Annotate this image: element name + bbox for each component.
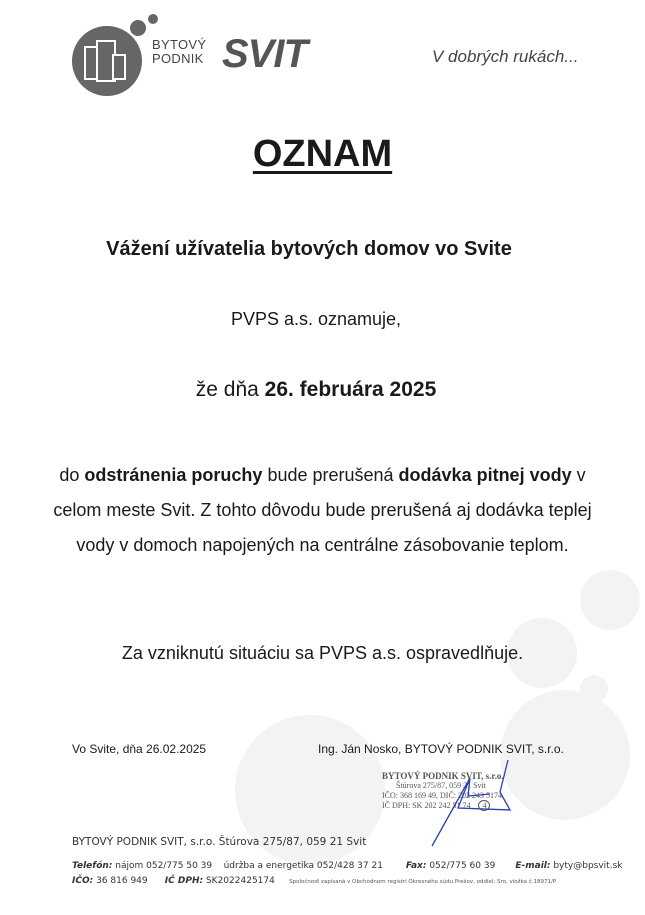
logo-dot [130,20,146,36]
company-stamp: BYTOVÝ PODNIK SVIT, s.r.o. Štúrova 275/87, 059 21 Svit IČO: 368 169 49, DIČ: 202 243 5174 IČ DPH: SK 202 242 51 74 4 [382,771,504,810]
handwritten-signature [430,758,540,848]
watermark-circle [580,570,640,630]
footer-contacts: Telefón: nájom 052/775 50 39 údržba a energetika 052/428 37 21 Fax: 052/775 60 39 E-mail: byty@bpsvit.sk [72,861,623,871]
watermark-circle [560,715,598,753]
signatory: Ing. Ján Nosko, BYTOVÝ PODNIK SVIT, s.r.o. [318,742,564,756]
date-line: že dňa 26. februára 2025 [195,378,437,401]
announcement: PVPS a.s. oznamuje, [230,309,402,329]
apology: Za vzniknutú situáciu sa PVPS a.s. ospravedlňuje. [121,643,524,663]
company-logo [72,8,322,94]
building-logo-icon [72,26,142,96]
email-link[interactable]: byty@bpsvit.sk [553,861,623,871]
footer-registration: IČO: 36 816 949 IČ DPH: SK2022425174 Spoločnosť zapísaná v Obchodnom registri Okresného súdu Prešov, oddiel: Sro, vložka č.18971/P [72,876,557,886]
logo-dot [148,14,158,24]
outage-date: 26. februára 2025 [264,378,437,401]
greeting: Vážení užívatelia bytových domov vo Svite [106,238,512,260]
body-paragraph: do odstránenia poruchy bude prerušená dodávka pitnej vody v celom meste Svit. Z tohto dôvodu bude prerušená aj dodávka teplej vody v domoch napojených na centrálne zásobovanie teplom. [53,465,592,555]
logo-brand: SVIT [222,32,307,76]
footer-address: BYTOVÝ PODNIK SVIT, s.r.o. Štúrova 275/87, 059 21 Svit [72,836,367,848]
slogan: V dobrých rukách... [432,47,579,66]
watermark-circle [580,675,608,703]
place-date: Vo Svite, dňa 26.02.2025 [72,742,207,756]
document-title: OZNAM [252,133,393,175]
logo-subtitle: BYTOVÝ PODNIK [152,37,207,66]
